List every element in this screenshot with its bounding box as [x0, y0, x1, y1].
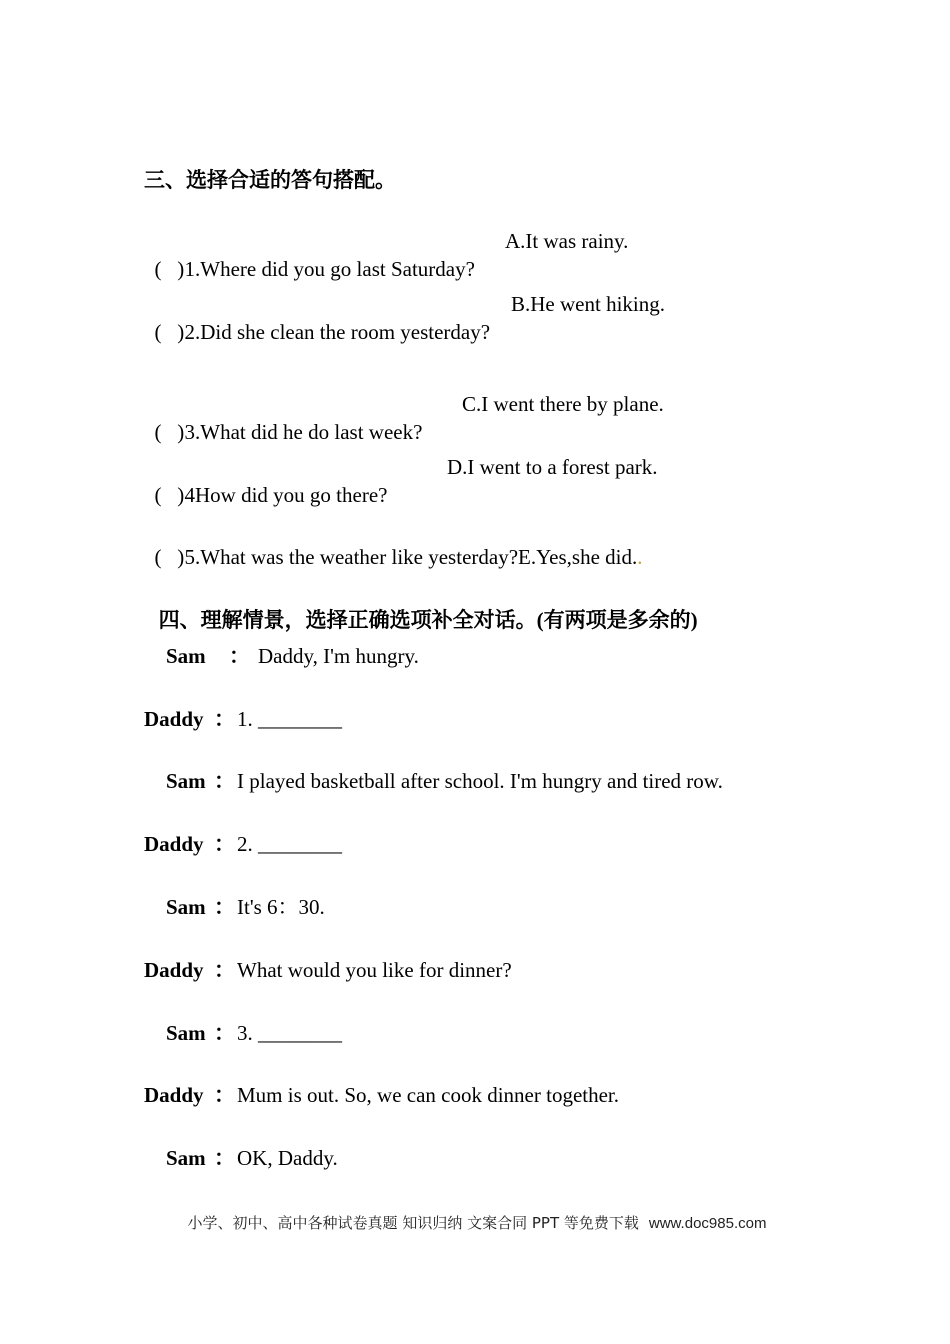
- speaker-colon: ：: [214, 1146, 235, 1170]
- answer-blank: ( ): [154, 545, 185, 569]
- match-item-2: [144, 290, 490, 346]
- dialogue-line: Daddy, I'm hungry.: [258, 644, 419, 668]
- page-footer: [178, 1190, 766, 1235]
- section-4-heading-note: (有两项是多余的): [536, 608, 698, 632]
- dialogue-line: Mum is out. So, we can cook dinner together.: [237, 1083, 620, 1107]
- speaker-daddy: Daddy: [144, 832, 204, 856]
- speaker-daddy: Daddy: [144, 958, 204, 982]
- dialogue-blank-2: 2. ________: [237, 832, 342, 856]
- speaker-colon: ：: [214, 707, 235, 731]
- question-text: 4How did you go there?: [184, 483, 388, 507]
- answer-blank: ( ): [154, 483, 185, 507]
- speaker-colon: ：: [214, 1083, 235, 1107]
- section-3-heading: 三、选择合适的答句搭配。: [144, 168, 396, 192]
- match-item-1: [144, 227, 475, 283]
- speaker-sam: Sam: [166, 1021, 206, 1045]
- match-answer-d: D.I went to a forest park.: [447, 455, 658, 479]
- match-answer-e: E.Yes,she did.: [518, 545, 638, 569]
- trailing-mark: .: [637, 545, 643, 569]
- question-text: 1.Where did you go last Saturday?: [184, 257, 475, 281]
- dialogue-blank-3: 3. ________: [237, 1021, 342, 1045]
- dialogue-blank-1: 1. ________: [237, 707, 342, 731]
- answer-blank: ( ): [154, 257, 185, 281]
- section-4-heading: [144, 578, 698, 634]
- speaker-daddy: Daddy: [144, 707, 204, 731]
- speaker-sam: Sam: [166, 769, 206, 793]
- match-item-5: [144, 515, 643, 571]
- footer-url[interactable]: www.doc985.com: [648, 1215, 767, 1232]
- speaker-sam: Sam: [166, 895, 206, 919]
- question-text: 2.Did she clean the room yesterday?: [184, 320, 491, 344]
- match-answer-c: C.I went there by plane.: [462, 392, 664, 416]
- dialogue-line: I played basketball after school. I'm hungry and tired row.: [237, 769, 723, 793]
- dialogue-line: OK, Daddy.: [237, 1146, 338, 1170]
- speaker-colon: ：: [229, 644, 250, 668]
- dialogue-line: It's 6：30.: [237, 895, 325, 919]
- speaker-daddy: Daddy: [144, 1083, 204, 1107]
- speaker-colon: ：: [214, 769, 235, 793]
- speaker-sam: Sam: [166, 1146, 206, 1170]
- answer-blank: ( ): [154, 320, 185, 344]
- answer-blank: ( ): [154, 420, 185, 444]
- question-text: 5.What was the weather like yesterday?: [184, 545, 519, 569]
- speaker-colon: ：: [214, 895, 235, 919]
- speaker-colon: ：: [214, 1021, 235, 1045]
- speaker-sam: Sam: [166, 644, 206, 668]
- section-4-heading-text: 四、理解情景，选择正确选项补全对话。: [158, 608, 537, 632]
- dialogue-line: What would you like for dinner?: [237, 958, 512, 982]
- footer-text: 小学、初中、高中各种试卷真题 知识归纳 文案合同 PPT 等免费下载: [187, 1214, 639, 1232]
- question-text: 3.What did he do last week?: [184, 420, 423, 444]
- match-item-4: [144, 453, 387, 509]
- speaker-colon: ：: [214, 832, 235, 856]
- speaker-colon: ：: [214, 958, 235, 982]
- match-answer-a: A.It was rainy.: [505, 229, 629, 253]
- match-item-3: [144, 390, 422, 446]
- match-answer-b: B.He went hiking.: [511, 292, 665, 316]
